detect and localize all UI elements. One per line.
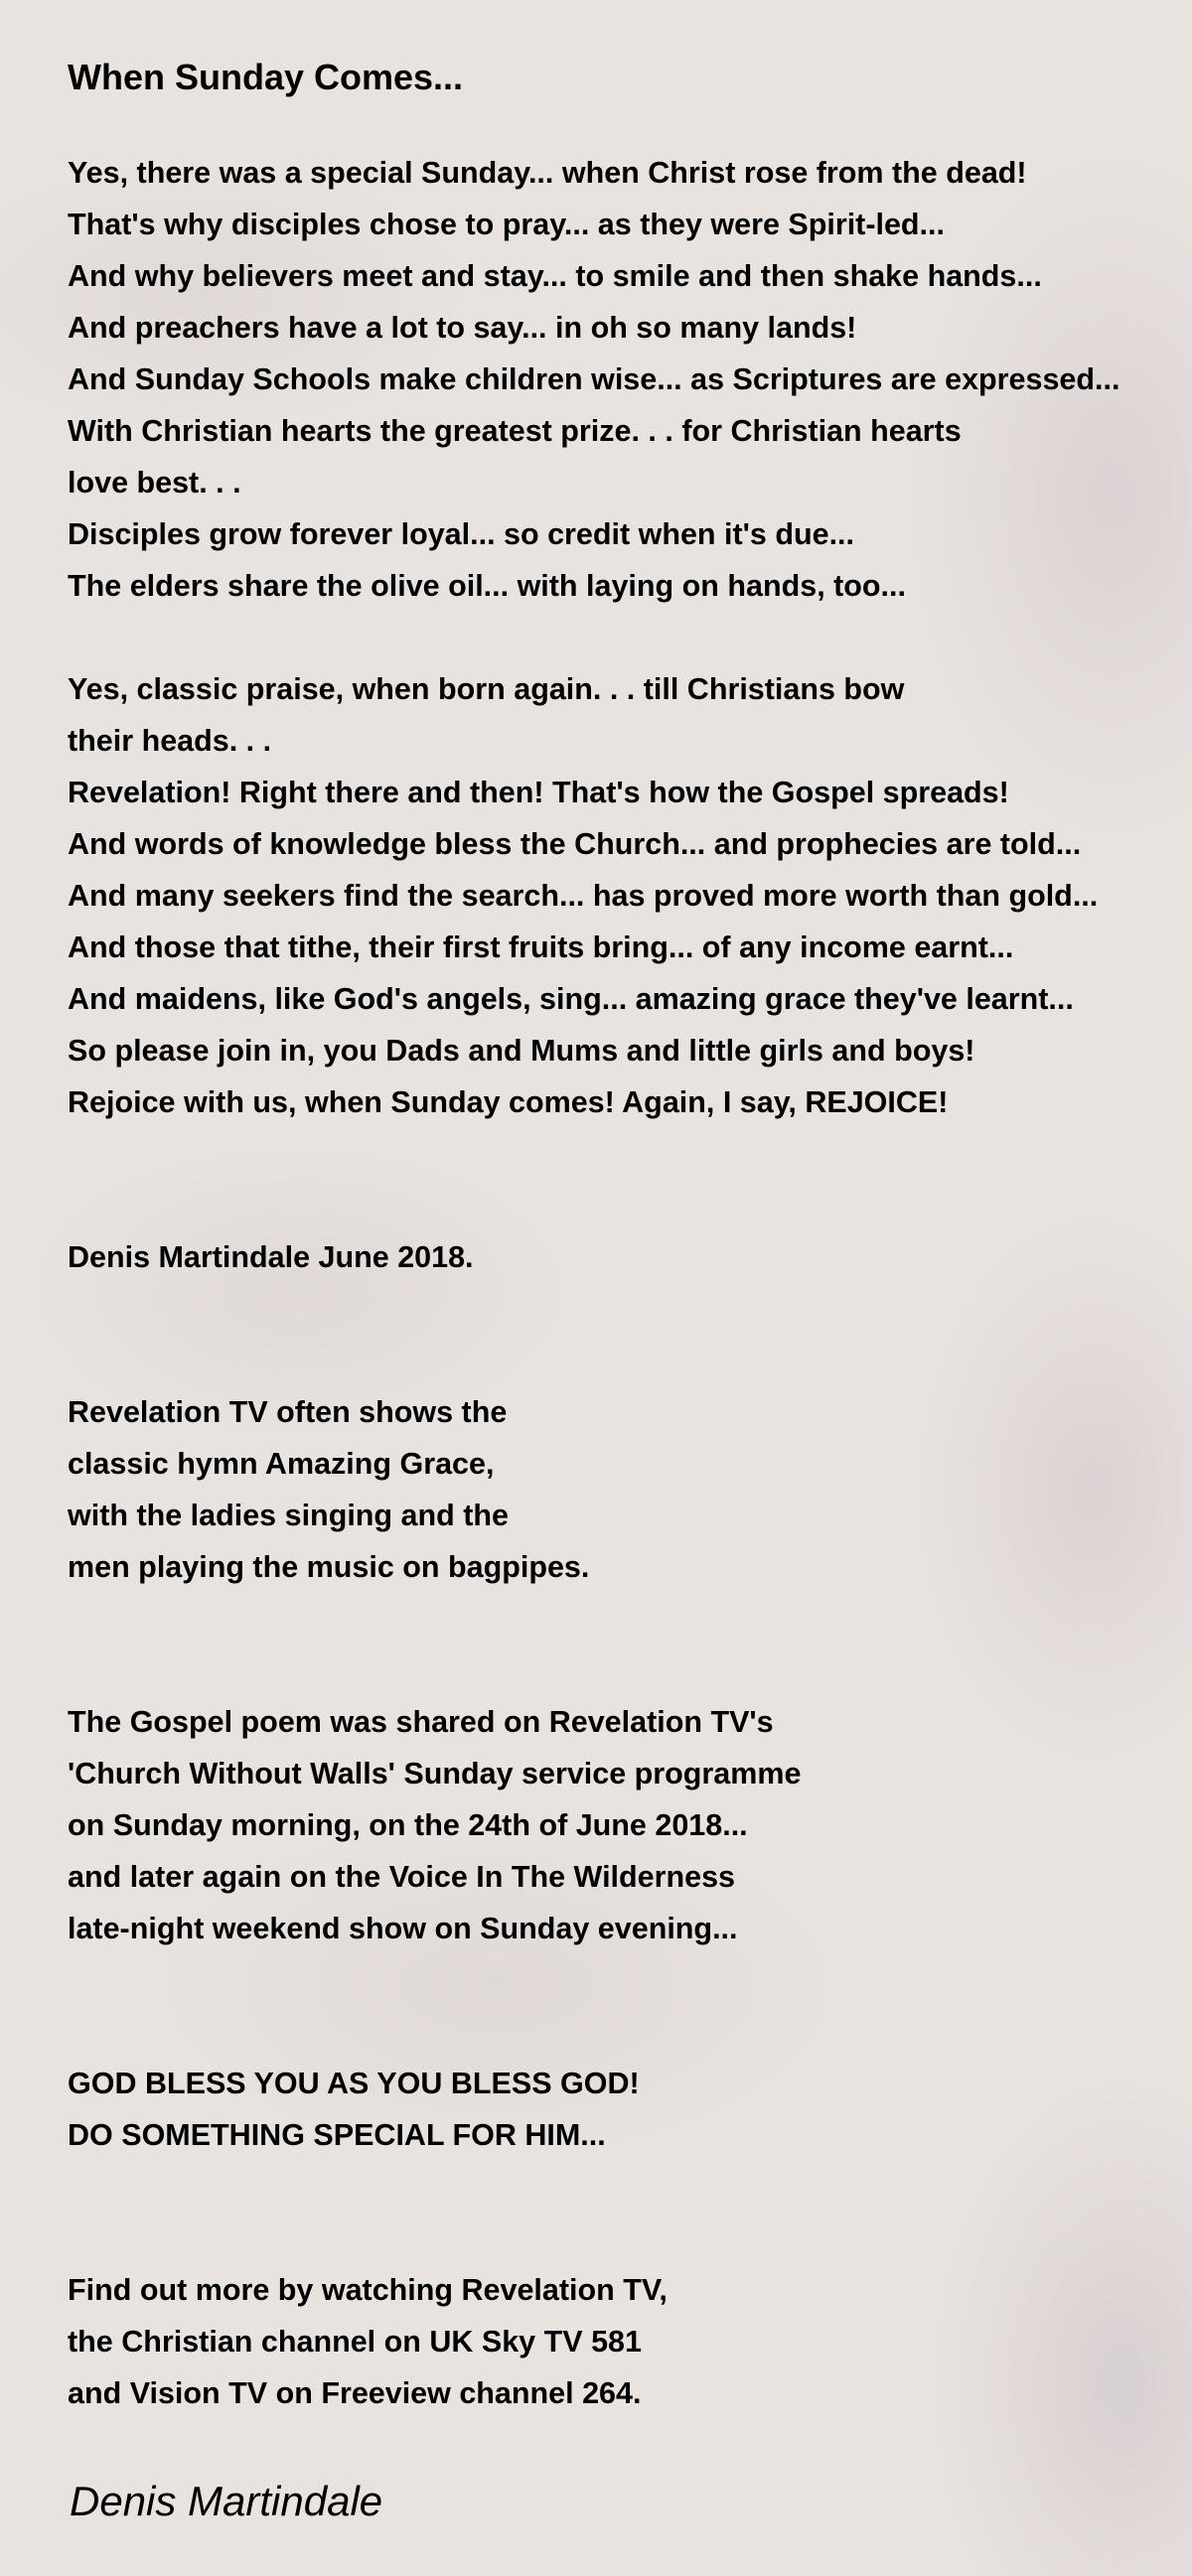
poem-line: Find out more by watching Revelation TV, xyxy=(68,2273,668,2307)
poem-line: and Vision TV on Freeview channel 264. xyxy=(68,2376,642,2410)
blank-line xyxy=(68,612,1190,663)
poem-line: Disciples grow forever loyal... so credit when it's due... xyxy=(68,517,855,551)
blank-line xyxy=(68,2006,1190,2058)
poem-line: 'Church Without Walls' Sunday service programme xyxy=(68,1757,802,1790)
poem-line: And maidens, like God's angels, sing... amazing grace they've learnt... xyxy=(68,982,1074,1016)
poem-line: The Gospel poem was shared on Revelation TV's xyxy=(68,1705,774,1739)
poem-line: And words of knowledge bless the Church... and prophecies are told... xyxy=(68,827,1082,861)
poem-line: and later again on the Voice In The Wilderness xyxy=(68,1860,735,1894)
poem-line: with the ladies singing and the xyxy=(68,1499,509,1532)
blank-line xyxy=(68,1593,1190,1645)
poem-line: GOD BLESS YOU AS YOU BLESS GOD! xyxy=(68,2067,640,2100)
blank-line xyxy=(68,1645,1190,1696)
blank-line xyxy=(68,1954,1190,2006)
blank-line xyxy=(68,2161,1190,2213)
poem-line: And many seekers find the search... has proved more worth than gold... xyxy=(68,879,1099,913)
poem-body xyxy=(68,147,1190,2419)
poem-line: And why believers meet and stay... to smile and then shake hands... xyxy=(68,259,1042,293)
poem-line: With Christian hearts the greatest prize. . . for Christian hearts xyxy=(68,414,962,448)
poem-line: The elders share the olive oil... with laying on hands, too... xyxy=(68,569,906,603)
poem-line: Yes, classic praise, when born again. . . till Christians bow xyxy=(68,672,905,706)
poem-line: Revelation! Right there and then! That's how the Gospel spreads! xyxy=(68,776,1009,809)
poem-line: And preachers have a lot to say... in oh so many lands! xyxy=(68,311,857,345)
poem-line: on Sunday morning, on the 24th of June 2018... xyxy=(68,1808,748,1842)
poem-line: late-night weekend show on Sunday evening... xyxy=(68,1912,738,1945)
blank-line xyxy=(68,2213,1190,2264)
poem-line: And those that tithe, their first fruits bring... of any income earnt... xyxy=(68,930,1014,964)
blank-line xyxy=(68,1283,1190,1335)
poem-line: love best. . . xyxy=(68,466,241,500)
poem-line: Yes, there was a special Sunday... when Christ rose from the dead! xyxy=(68,156,1027,190)
poem-line: DO SOMETHING SPECIAL FOR HIM... xyxy=(68,2118,606,2152)
poem-line: Rejoice with us, when Sunday comes! Again, I say, REJOICE! xyxy=(68,1085,949,1119)
poem-line: And Sunday Schools make children wise... as Scriptures are expressed... xyxy=(68,362,1120,396)
poem-line: their heads. . . xyxy=(68,724,272,758)
blank-line xyxy=(68,1128,1190,1180)
blank-line xyxy=(68,1180,1190,1231)
poem-line: Denis Martindale June 2018. xyxy=(68,1240,474,1274)
poem-line: That's why disciples chose to pray... as they were Spirit-led... xyxy=(68,208,945,241)
blank-line xyxy=(68,1335,1190,1386)
poem-line: So please join in, you Dads and Mums and little girls and boys! xyxy=(68,1034,975,1068)
poem-line: men playing the music on bagpipes. xyxy=(68,1550,590,1584)
poem-line: the Christian channel on UK Sky TV 581 xyxy=(68,2325,642,2359)
poem-title: When Sunday Comes... xyxy=(68,57,464,97)
poem-line: Revelation TV often shows the xyxy=(68,1395,508,1429)
poem-line: classic hymn Amazing Grace, xyxy=(68,1447,495,1481)
author-signature: Denis Martindale xyxy=(70,2478,383,2524)
